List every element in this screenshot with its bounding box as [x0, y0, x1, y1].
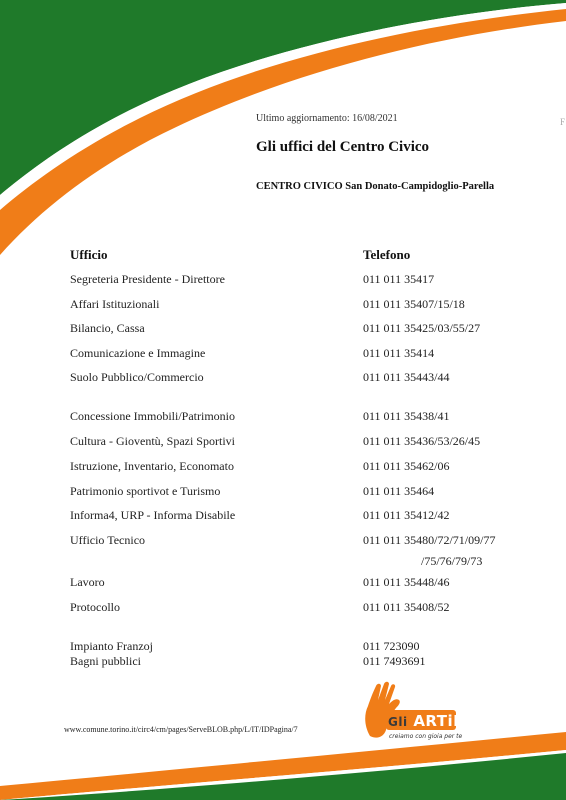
header-decoration: [0, 0, 566, 260]
office-phone: 011 011 35414: [363, 346, 435, 360]
office-phone: 011 011 35417: [363, 272, 435, 286]
office-phone: 011 011 35438/41: [363, 409, 450, 423]
logo-tagline: creiamo con gioia per te: [389, 733, 463, 740]
office-phone: 011 011 35407/15/18: [363, 297, 465, 311]
office-phone: 011 011 35443/44: [363, 370, 450, 384]
logo-word-main: ARTiMaNi: [413, 712, 498, 730]
column-header-phone: Telefono: [363, 247, 411, 262]
edge-letter: F: [560, 117, 566, 127]
office-name: Ufficio Tecnico: [70, 533, 146, 547]
office-phone: 011 011 35412/42: [363, 508, 450, 522]
office-name: Suolo Pubblico/Commercio: [70, 370, 204, 384]
office-name: Segreteria Presidente - Direttore: [70, 272, 225, 286]
office-phone: 011 7493691: [363, 654, 426, 668]
office-name: Comunicazione e Immagine: [70, 346, 206, 360]
office-name: Bilancio, Cassa: [70, 321, 145, 335]
office-name: Impianto Franzoj: [70, 639, 153, 653]
logo-word-gli: Gli: [388, 715, 408, 729]
logo-wordmark: [388, 712, 498, 730]
office-phone: 011 011 35408/52: [363, 600, 450, 614]
office-name: Patrimonio sportivot e Turismo: [70, 484, 221, 498]
office-phone: 011 011 35480/72/71/09/77: [363, 533, 496, 547]
office-phone: 011 011 35425/03/55/27: [363, 321, 481, 335]
office-name: Cultura - Gioventù, Spazi Sportivi: [70, 434, 235, 448]
office-phone: 011 011 35464: [363, 484, 435, 498]
column-header-office: Ufficio: [70, 247, 108, 262]
office-phone: 011 011 35448/46: [363, 575, 450, 589]
page-title: Gli uffici del Centro Civico: [256, 139, 430, 155]
office-name: Affari Istituzionali: [70, 297, 160, 311]
office-phone: 011 011 35436/53/26/45: [363, 434, 481, 448]
office-name: Bagni pubblici: [70, 654, 141, 668]
office-name: Istruzione, Inventario, Economato: [70, 459, 234, 473]
page-subtitle: CENTRO CIVICO San Donato-Campidoglio-Parella: [256, 181, 495, 192]
footer-url: www.comune.torino.it/circ4/cm/pages/ServeBLOB.php/L/IT/IDPagina/7: [64, 725, 298, 734]
office-name: Informa4, URP - Informa Disabile: [70, 508, 236, 522]
office-name: Protocollo: [70, 600, 120, 614]
office-phone: 011 723090: [363, 639, 420, 653]
last-update-text: Ultimo aggiornamento: 16/08/2021: [256, 113, 398, 124]
office-name: Lavoro: [70, 575, 105, 589]
office-phone-continuation: /75/76/79/73: [421, 554, 483, 568]
office-name: Concessione Immobili/Patrimonio: [70, 409, 235, 423]
office-phone: 011 011 35462/06: [363, 459, 450, 473]
